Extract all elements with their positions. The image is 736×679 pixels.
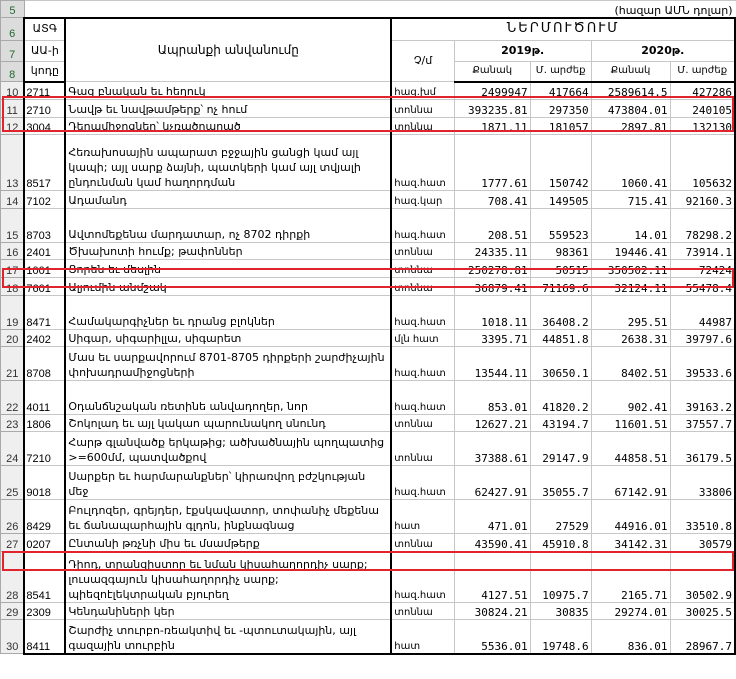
value-2019-cell[interactable]: 71169.6 <box>530 278 591 296</box>
value-2020-cell[interactable]: 78298.2 <box>670 209 735 243</box>
hs-code-cell[interactable]: 7102 <box>24 191 65 209</box>
value-2020-cell[interactable]: 73914.1 <box>670 243 735 260</box>
row-number[interactable]: 11 <box>1 100 25 118</box>
table-row <box>1 347 736 381</box>
product-name-cell[interactable]: Ավտոմեքենա մարդատար, ոչ 8702 դիրքի <box>65 209 391 243</box>
table-row <box>1 534 736 552</box>
row-number[interactable]: 20 <box>1 330 25 347</box>
value-2019-cell[interactable]: 29147.9 <box>530 432 591 466</box>
table-row <box>1 552 736 603</box>
qty-2020-cell[interactable]: 2638.31 <box>591 330 670 347</box>
row-number[interactable]: 22 <box>1 381 25 415</box>
table-row <box>1 432 736 466</box>
qty-2020-cell[interactable]: 44858.51 <box>591 432 670 466</box>
qty-2019-cell[interactable]: 708.41 <box>454 191 530 209</box>
unit-cell[interactable]: հազ.հատ <box>391 135 454 191</box>
value-2019-cell[interactable]: 43194.7 <box>530 415 591 432</box>
hs-code-cell[interactable]: 1001 <box>24 260 65 278</box>
product-name-cell[interactable]: Ցորեն եւ մեսլին <box>65 260 391 278</box>
value-2020-cell[interactable]: 30579 <box>670 534 735 552</box>
unit-cell[interactable]: հազ.հատ <box>391 347 454 381</box>
qty-2019-cell[interactable]: 393235.81 <box>454 100 530 118</box>
qty-2019-cell[interactable]: 30824.21 <box>454 603 530 620</box>
value-2020-cell[interactable]: 30502.9 <box>670 552 735 603</box>
hs-code-cell[interactable]: 2711 <box>24 82 65 100</box>
value-2019-cell[interactable]: 41820.2 <box>530 381 591 415</box>
hs-code-cell[interactable]: 2309 <box>24 603 65 620</box>
qty-2020-cell[interactable]: 44916.01 <box>591 500 670 534</box>
unit-cell[interactable]: տոննա <box>391 415 454 432</box>
qty-2020-cell[interactable]: 67142.91 <box>591 466 670 500</box>
qty-2019-cell[interactable]: 43590.41 <box>454 534 530 552</box>
hs-code-cell[interactable]: 7210 <box>24 432 65 466</box>
qty-2019-cell[interactable]: 12627.21 <box>454 415 530 432</box>
unit-cell[interactable]: տոննա <box>391 534 454 552</box>
value-2019-cell[interactable]: 10975.7 <box>530 552 591 603</box>
product-name-cell[interactable]: Բուլդոզեր, գրեյդեր, էքսկավատոր, տոփանիչ մեքենա եւ ճանապարհային գլդոն, ինքնագնաց <box>65 500 391 534</box>
qty-2019-cell[interactable]: 3395.71 <box>454 330 530 347</box>
unit-cell[interactable]: տոննա <box>391 432 454 466</box>
header-code-line1[interactable]: ԱՏԳ <box>24 18 65 41</box>
value-2020-cell[interactable]: 92160.3 <box>670 191 735 209</box>
header-import-banner[interactable]: ՆԵՐՄՈՒԾՈՒՄ <box>391 18 735 41</box>
qty-2020-cell[interactable]: 836.01 <box>591 620 670 654</box>
row-number[interactable]: 29 <box>1 603 25 620</box>
hs-code-cell[interactable]: 0207 <box>24 534 65 552</box>
product-name-cell[interactable]: Օդանճնշական ռետինե անվադողեր, նոր <box>65 381 391 415</box>
sheet-row-5 <box>1 1 736 18</box>
qty-2019-cell[interactable]: 37388.61 <box>454 432 530 466</box>
value-2020-cell[interactable]: 37557.7 <box>670 415 735 432</box>
value-2020-cell[interactable]: 30025.5 <box>670 603 735 620</box>
hs-code-cell[interactable]: 8471 <box>24 296 65 330</box>
header-product-name[interactable]: Ապրանքի անվանումը <box>65 18 391 82</box>
header-unit[interactable]: Չ/մ <box>391 41 454 82</box>
unit-cell[interactable]: մլն հատ <box>391 330 454 347</box>
value-2020-cell[interactable]: 132130 <box>670 118 735 135</box>
product-name-cell[interactable]: Ընտանի թռչնի միս եւ մսամթերք <box>65 534 391 552</box>
qty-2020-cell[interactable]: 2589614.5 <box>591 82 670 100</box>
row-number[interactable]: 16 <box>1 243 25 260</box>
row-number[interactable]: 8 <box>1 62 25 82</box>
table-row <box>1 191 736 209</box>
value-2019-cell[interactable]: 36408.2 <box>530 296 591 330</box>
qty-2020-cell[interactable]: 350502.11 <box>591 260 670 278</box>
value-2019-cell[interactable]: 417664 <box>530 82 591 100</box>
table-row <box>1 135 736 191</box>
table-row <box>1 296 736 330</box>
product-name-cell[interactable]: Դիոդ, տրանզիստոր եւ նման կիսահաղորդիչ սարք; լուսազգայուն կիսահաղորդիչ սարք; պիեզոէլեկտրական բյուրեղ <box>65 552 391 603</box>
unit-cell[interactable]: հազ.հատ <box>391 209 454 243</box>
table-row <box>1 82 736 100</box>
unit-cell[interactable]: հազ.հատ <box>391 466 454 500</box>
qty-2019-cell[interactable]: 471.01 <box>454 500 530 534</box>
qty-2019-cell[interactable]: 36879.41 <box>454 278 530 296</box>
qty-2020-cell[interactable]: 34142.31 <box>591 534 670 552</box>
header-year-2019[interactable]: 2019թ. <box>454 41 591 62</box>
qty-2020-cell[interactable]: 29274.01 <box>591 603 670 620</box>
value-2020-cell[interactable]: 33806 <box>670 466 735 500</box>
value-2020-cell[interactable]: 36179.5 <box>670 432 735 466</box>
table-row <box>1 466 736 500</box>
qty-2020-cell[interactable]: 2165.71 <box>591 552 670 603</box>
sheet-row-6 <box>1 18 736 41</box>
product-name-cell[interactable]: Կենդանիների կեր <box>65 603 391 620</box>
table-row <box>1 603 736 620</box>
product-name-cell[interactable]: Մաս եւ սարքավորում 8701-8705 դիրքերի շարժիչային փոխադրամիջոցների <box>65 347 391 381</box>
hs-code-cell[interactable]: 2401 <box>24 243 65 260</box>
row-number[interactable]: 19 <box>1 296 25 330</box>
header-qty-2019[interactable]: Քանակ <box>454 62 530 82</box>
qty-2020-cell[interactable]: 1060.41 <box>591 135 670 191</box>
qty-2019-cell[interactable]: 1777.61 <box>454 135 530 191</box>
hs-code-cell[interactable]: 7601 <box>24 278 65 296</box>
table-row <box>1 243 736 260</box>
unit-cell[interactable]: տոննա <box>391 260 454 278</box>
table-row <box>1 209 736 243</box>
value-2020-cell[interactable]: 39533.6 <box>670 347 735 381</box>
qty-2019-cell[interactable]: 13544.11 <box>454 347 530 381</box>
row-number[interactable]: 21 <box>1 347 25 381</box>
units-note[interactable]: (հազար ԱՄՆ դոլար) <box>24 1 735 18</box>
header-value-2019[interactable]: Մ. արժեք <box>530 62 591 82</box>
hs-code-cell[interactable]: 1806 <box>24 415 65 432</box>
header-code-line3[interactable]: կոդը <box>24 62 65 82</box>
value-2019-cell[interactable]: 181057 <box>530 118 591 135</box>
value-2020-cell[interactable]: 105632 <box>670 135 735 191</box>
value-2020-cell[interactable]: 28967.7 <box>670 620 735 654</box>
qty-2020-cell[interactable]: 14.01 <box>591 209 670 243</box>
qty-2020-cell[interactable]: 902.41 <box>591 381 670 415</box>
row-number[interactable]: 12 <box>1 118 25 135</box>
table-row <box>1 260 736 278</box>
hs-code-cell[interactable]: 8703 <box>24 209 65 243</box>
product-name-cell[interactable]: Հեռախոսային ապարատ բջջային ցանցի կամ այլ կապի; այլ սարք ձայնի, պատկերի կամ այլ տվյալի ընդունման կամ հաղորդման <box>65 135 391 191</box>
row-number[interactable]: 15 <box>1 209 25 243</box>
qty-2020-cell[interactable]: 295.51 <box>591 296 670 330</box>
row-number[interactable]: 13 <box>1 135 25 191</box>
qty-2019-cell[interactable]: 208.51 <box>454 209 530 243</box>
table-row <box>1 278 736 296</box>
hs-code-cell[interactable]: 8429 <box>24 500 65 534</box>
product-name-cell[interactable]: Համակարգիչներ եւ դրանց բլոկներ <box>65 296 391 330</box>
row-number[interactable]: 5 <box>1 1 25 18</box>
value-2019-cell[interactable]: 50515 <box>530 260 591 278</box>
unit-cell[interactable]: հազ.կար <box>391 191 454 209</box>
qty-2019-cell[interactable]: 5536.01 <box>454 620 530 654</box>
qty-2019-cell[interactable]: 250278.81 <box>454 260 530 278</box>
value-2019-cell[interactable]: 35055.7 <box>530 466 591 500</box>
row-number[interactable]: 18 <box>1 278 25 296</box>
unit-cell[interactable]: հատ <box>391 620 454 654</box>
hs-code-cell[interactable]: 9018 <box>24 466 65 500</box>
row-number[interactable]: 7 <box>1 41 25 62</box>
value-2019-cell[interactable]: 559523 <box>530 209 591 243</box>
unit-cell[interactable]: տոննա <box>391 118 454 135</box>
row-number[interactable]: 27 <box>1 534 25 552</box>
value-2020-cell[interactable]: 39163.2 <box>670 381 735 415</box>
hs-code-cell[interactable]: 8411 <box>24 620 65 654</box>
product-name-cell[interactable]: Ադամանդ <box>65 191 391 209</box>
value-2019-cell[interactable]: 150742 <box>530 135 591 191</box>
product-name-cell[interactable]: Դեղամիջոցներ՝ կչռածրարած <box>65 118 391 135</box>
unit-cell[interactable]: հատ <box>391 500 454 534</box>
table-row <box>1 620 736 654</box>
unit-cell[interactable]: հազ.հատ <box>391 296 454 330</box>
table-row <box>1 330 736 347</box>
unit-cell[interactable]: տոննա <box>391 603 454 620</box>
product-name-cell[interactable]: Սարքեր եւ հարմարանքներ՝ կիրառվող բժշկության մեջ <box>65 466 391 500</box>
hs-code-cell[interactable]: 8517 <box>24 135 65 191</box>
qty-2020-cell[interactable]: 8402.51 <box>591 347 670 381</box>
row-number[interactable]: 23 <box>1 415 25 432</box>
header-year-2020[interactable]: 2020թ. <box>591 41 735 62</box>
qty-2020-cell[interactable]: 32124.11 <box>591 278 670 296</box>
qty-2019-cell[interactable]: 24335.11 <box>454 243 530 260</box>
value-2020-cell[interactable]: 55478.4 <box>670 278 735 296</box>
hs-code-cell[interactable]: 8708 <box>24 347 65 381</box>
row-number[interactable]: 6 <box>1 18 25 41</box>
table-row <box>1 100 736 118</box>
qty-2020-cell[interactable]: 19446.41 <box>591 243 670 260</box>
value-2020-cell[interactable]: 39797.6 <box>670 330 735 347</box>
value-2019-cell[interactable]: 297350 <box>530 100 591 118</box>
qty-2019-cell[interactable]: 2499947 <box>454 82 530 100</box>
hs-code-cell[interactable]: 8541 <box>24 552 65 603</box>
row-number[interactable]: 17 <box>1 260 25 278</box>
hs-code-cell[interactable]: 2402 <box>24 330 65 347</box>
value-2019-cell[interactable]: 27529 <box>530 500 591 534</box>
qty-2020-cell[interactable]: 715.41 <box>591 191 670 209</box>
table-row <box>1 415 736 432</box>
value-2020-cell[interactable]: 72424 <box>670 260 735 278</box>
row-number[interactable]: 24 <box>1 432 25 466</box>
header-qty-2020[interactable]: Քանակ <box>591 62 670 82</box>
product-name-cell[interactable]: Շարժիչ տուրբո-ռեակտիվ եւ -պտուտակային, այլ գազային տուրբին <box>65 620 391 654</box>
value-2019-cell[interactable]: 30650.1 <box>530 347 591 381</box>
table-row <box>1 381 736 415</box>
table-row <box>1 118 736 135</box>
value-2020-cell[interactable]: 240105 <box>670 100 735 118</box>
product-name-cell[interactable]: Շոկոլադ եւ այլ կակաո պարունակող սնունդ <box>65 415 391 432</box>
product-name-cell[interactable]: Սիգար, սիգարիլլա, սիգարետ <box>65 330 391 347</box>
value-2020-cell[interactable]: 427286 <box>670 82 735 100</box>
row-number[interactable]: 25 <box>1 466 25 500</box>
row-number[interactable]: 28 <box>1 552 25 603</box>
value-2019-cell[interactable]: 45910.8 <box>530 534 591 552</box>
row-number[interactable]: 26 <box>1 500 25 534</box>
value-2019-cell[interactable]: 30835 <box>530 603 591 620</box>
qty-2019-cell[interactable]: 4127.51 <box>454 552 530 603</box>
product-name-cell[interactable]: Գազ բնական եւ հեղուկ <box>65 82 391 100</box>
value-2019-cell[interactable]: 19748.6 <box>530 620 591 654</box>
qty-2019-cell[interactable]: 62427.91 <box>454 466 530 500</box>
value-2020-cell[interactable]: 33510.8 <box>670 500 735 534</box>
unit-cell[interactable]: հազ.խմ <box>391 82 454 100</box>
header-value-2020[interactable]: Մ. արժեք <box>670 62 735 82</box>
qty-2020-cell[interactable]: 2897.81 <box>591 118 670 135</box>
row-number[interactable]: 30 <box>1 620 25 654</box>
unit-cell[interactable]: հազ.հատ <box>391 381 454 415</box>
row-number[interactable]: 10 <box>1 82 25 100</box>
header-code-line2[interactable]: ԱԱ-ի <box>24 41 65 62</box>
hs-code-cell[interactable]: 3004 <box>24 118 65 135</box>
unit-cell[interactable]: տոննա <box>391 243 454 260</box>
table-row <box>1 500 736 534</box>
value-2019-cell[interactable]: 98361 <box>530 243 591 260</box>
hs-code-cell[interactable]: 4011 <box>24 381 65 415</box>
product-name-cell[interactable]: Հարթ գլանվածք երկաթից; ածխածնային պողպատից >=600մմ, պատվածքով <box>65 432 391 466</box>
qty-2020-cell[interactable]: 473804.01 <box>591 100 670 118</box>
product-name-cell[interactable]: Ծխախոտի հումք; թափոններ <box>65 243 391 260</box>
qty-2019-cell[interactable]: 1871.11 <box>454 118 530 135</box>
value-2019-cell[interactable]: 149505 <box>530 191 591 209</box>
qty-2019-cell[interactable]: 853.01 <box>454 381 530 415</box>
product-name-cell[interactable]: Նավթ եւ նավթամթերք՝ ոչ հում <box>65 100 391 118</box>
value-2019-cell[interactable]: 44851.8 <box>530 330 591 347</box>
value-2020-cell[interactable]: 44987 <box>670 296 735 330</box>
unit-cell[interactable]: տոննա <box>391 278 454 296</box>
unit-cell[interactable]: տոննա <box>391 100 454 118</box>
row-number[interactable]: 14 <box>1 191 25 209</box>
hs-code-cell[interactable]: 2710 <box>24 100 65 118</box>
product-name-cell[interactable]: Ալյումին անմշակ <box>65 278 391 296</box>
qty-2020-cell[interactable]: 11601.51 <box>591 415 670 432</box>
unit-cell[interactable]: հազ.հատ <box>391 552 454 603</box>
qty-2019-cell[interactable]: 1018.11 <box>454 296 530 330</box>
